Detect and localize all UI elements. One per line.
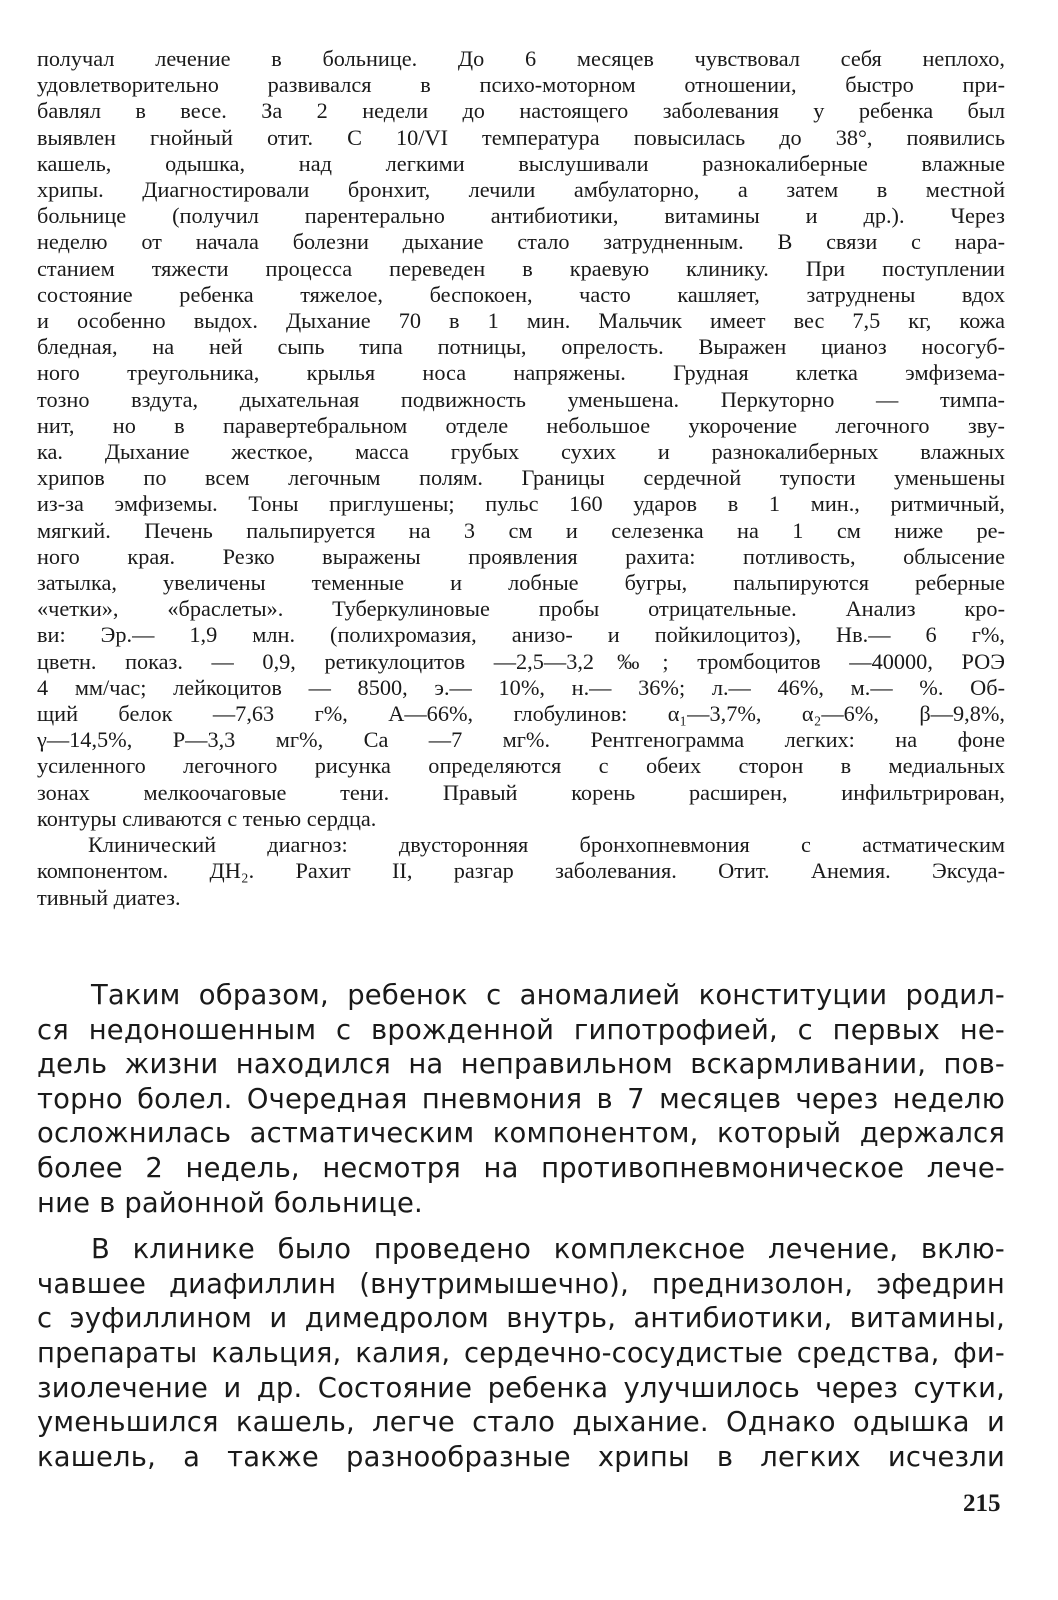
text-line: тивный диатез. xyxy=(37,884,181,910)
text-line: усиленного легочного рисунка определяются с обеих сторон в медиальных xyxy=(37,753,1005,779)
text-line: тозно вздута, дыхательная подвижность уменьшена. Перкуторно — тимпа- xyxy=(37,386,1005,412)
text-line: удовлетворительно развивался в психо-моторном отношении, быстро при- xyxy=(37,72,1005,98)
text-line: ка. Дыхание жесткое, масса грубых сухих и разнокалиберных влажных xyxy=(37,439,1005,465)
text-line: дель жизни находился на неправильном вскармливании, пов- xyxy=(37,1049,1005,1081)
text-line: мягкий. Печень пальпируется на 3 см и селезенка на 1 см ниже ре- xyxy=(37,517,1005,543)
text-line: кашель, одышка, над легкими выслушивали разнокалиберные влажные xyxy=(37,150,1005,176)
text-line: и особенно выдох. Дыхание 70 в 1 мин. Мальчик имеет вес 7,5 кг, кожа xyxy=(37,308,1005,334)
text-line: уменьшился кашель, легче стало дыхание. Однако одышка и xyxy=(37,1407,1005,1439)
text-line: зонах мелкоочаговые тени. Правый корень расширен, инфильтрирован, xyxy=(37,779,1005,805)
text-line: затылка, увеличены теменные и лобные бугры, пальпируются реберные xyxy=(37,570,1005,596)
text-line: состояние ребенка тяжелое, беспокоен, часто кашляет, затруднены вдох xyxy=(37,281,1005,307)
text-line: кашель, а также разнообразные хрипы в легких исчезли xyxy=(37,1441,1005,1473)
text-line: станием тяжести процесса переведен в краевую клинику. При поступлении xyxy=(37,255,1005,281)
summary-paragraph xyxy=(37,979,1005,1221)
text-line: бавлял в весе. За 2 недели до настоящего заболевания у ребенка был xyxy=(37,98,1005,124)
text-line: торно болел. Очередная пневмония в 7 месяцев через неделю xyxy=(37,1083,1005,1115)
page-number: 215 xyxy=(963,1490,1001,1517)
text-line: хрипы. Диагностировали бронхит, лечили амбулаторно, а затем в местной xyxy=(37,177,1005,203)
clinical-diagnosis-paragraph xyxy=(37,832,1005,911)
text-line: осложнилась астматическим компонентом, который держался xyxy=(37,1118,1005,1150)
text-line: нит, но в паравертебральном отделе небольшое укорочение легочного зву- xyxy=(37,412,1005,438)
text-line: контуры сливаются с тенью сердца. xyxy=(37,805,377,831)
treatment-paragraph xyxy=(37,1233,1005,1475)
text-line: ного края. Резко выражены проявления рахита: потливость, облысение xyxy=(37,543,1005,569)
text-line: зиолечение и др. Состояние ребенка улучшилось через сутки, xyxy=(37,1372,1005,1404)
text-line: бледная, на ней сыпь типа потницы, опрелость. Выражен цианоз носогуб- xyxy=(37,334,1005,360)
text-line: ние в районной больнице. xyxy=(37,1187,423,1219)
text-line: «четки», «браслеты». Туберкулиновые пробы отрицательные. Анализ кро- xyxy=(37,596,1005,622)
text-line: щий белок —7,63 г%, А—66%, глобулинов: α₁—3,7%, α₂—6%, β—9,8%, xyxy=(37,701,1005,727)
text-line: чавшее диафиллин (внутримышечно), преднизолон, эфедрин xyxy=(37,1268,1005,1300)
text-line: больнице (получил парентерально антибиотики, витамины и др.). Через xyxy=(37,203,1005,229)
text-line: цветн. показ. — 0,9, ретикулоцитов —2,5—3,2‰; тромбоцитов —40000, РОЭ xyxy=(37,648,1005,674)
text-line: выявлен гнойный отит. С 10/VI температура повысилась до 38°, появились xyxy=(37,124,1005,150)
main-body-text xyxy=(37,979,1005,1475)
text-line: 4 мм/час; лейкоцитов — 8500, э.— 10%, н.— 36%; л.— 46%, м.— %. Об- xyxy=(37,674,1005,700)
text-line: компонентом. ДН₂. Рахит II, разгар заболевания. Отит. Анемия. Эксуда- xyxy=(37,858,1005,884)
text-line: хрипов по всем легочным полям. Границы сердечной тупости уменьшены xyxy=(37,465,1005,491)
text-line: получал лечение в больнице. До 6 месяцев чувствовал себя неплохо, xyxy=(37,46,1005,71)
text-line: с эуфиллином и димедролом внутрь, антибиотики, витамины, xyxy=(37,1303,1005,1335)
text-line: ного треугольника, крылья носа напряжены. Грудная клетка эмфизема- xyxy=(37,360,1005,386)
text-line: неделю от начала болезни дыхание стало затрудненным. В связи с нара- xyxy=(37,229,1005,255)
text-line: В клинике было проведено комплексное лечение, вклю- xyxy=(91,1234,1005,1266)
text-line: более 2 недель, несмотря на противопневмоническое лече- xyxy=(37,1152,1005,1184)
text-line: Клинический диагноз: двусторонняя бронхопневмония с астматическим xyxy=(88,832,1005,858)
text-line: ви: Эр.— 1,9 млн. (полихромазия, анизо- и пойкилоцитоз), Нв.— 6 г%, xyxy=(37,622,1005,648)
case-history-paragraph xyxy=(37,46,1005,832)
text-line: препараты кальция, калия, сердечно-сосудистые средства, фи- xyxy=(37,1337,1005,1369)
case-history-text xyxy=(37,46,1005,911)
text-line: из-за эмфиземы. Тоны приглушены; пульс 160 ударов в 1 мин., ритмичный, xyxy=(37,491,1005,517)
text-line: γ—14,5%, Р—3,3 мг%, Са —7 мг%. Рентгенограмма легких: на фоне xyxy=(37,727,1005,753)
text-line: ся недоношенным с врожденной гипотрофией, с первых не- xyxy=(37,1014,1005,1046)
text-line: Таким образом, ребенок с аномалией конституции родил- xyxy=(91,980,1005,1011)
